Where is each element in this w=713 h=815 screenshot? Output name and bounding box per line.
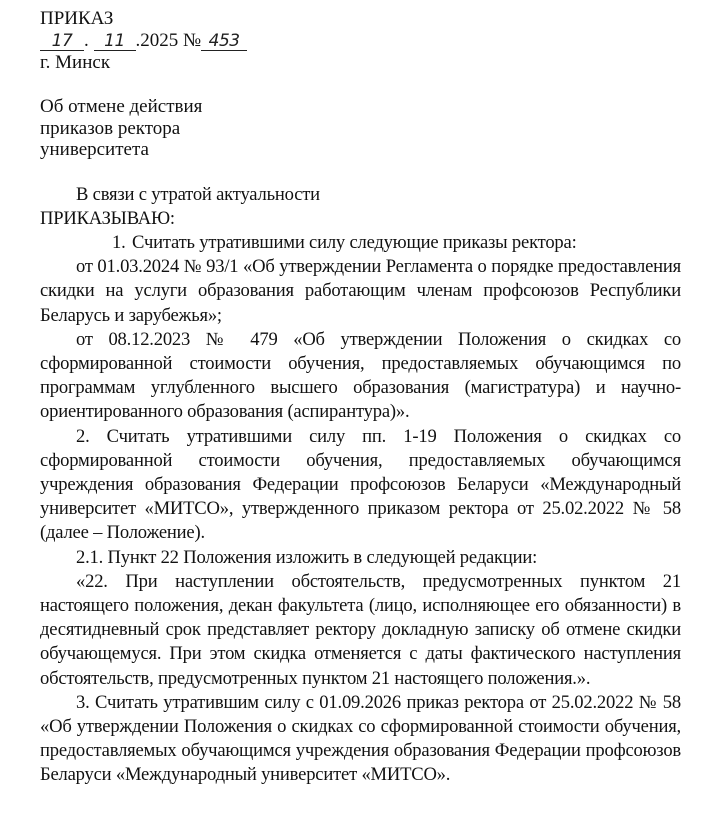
order-word: ПРИКАЗЫВАЮ:	[40, 207, 175, 229]
item-1	[40, 231, 681, 255]
year-value: 2025	[140, 30, 179, 51]
paragraph-item-3: 3. Считать утратившим силу с 01.09.2026 приказ ректора от 25.02.2022 № 58 «Об утверждении Положения о скидках со сформированной стоимости обучения, предоставляемых обучающимся учреждения образования Федерации профсоюзов Беларуси «Международный университет «МИТСО».	[40, 691, 681, 786]
date-separator: .	[84, 30, 89, 51]
title-line: приказов ректора	[40, 117, 181, 139]
paragraph-item-2-1: 2.1. Пункт 22 Положения изложить в следующей редакции:	[76, 546, 538, 568]
document-title	[40, 96, 681, 161]
order-document	[40, 8, 681, 788]
title-line: университета	[40, 139, 149, 160]
city: г. Минск	[40, 52, 111, 73]
document-type: ПРИКАЗ	[40, 8, 114, 29]
document-header	[40, 8, 681, 74]
document-body	[40, 183, 681, 788]
date-day: 17	[40, 32, 84, 51]
date-year: .2025	[135, 30, 179, 51]
title-line: Об отмене действия	[40, 96, 203, 117]
paragraph-order-479: от 08.12.2023 № 479 «Об утверждении Положения о скидках со сформированной стоимости обучения, предоставляемых обучающимся по программам углубленного высшего образования (магистратура) и научно-ориентированного образования (аспирантура)».	[40, 328, 681, 423]
paragraph-order-93-1: от 01.03.2024 № 93/1 «Об утверждении Регламента о порядке предоставления скидки на услуги образования работающим членам профсоюзов Республики Беларусь и зарубежья»;	[40, 256, 681, 326]
item-1-text: Считать утратившими силу следующие приказы ректора:	[132, 231, 577, 253]
item-1-number: 1.	[112, 231, 126, 253]
paragraph-item-2: 2. Считать утратившими силу пп. 1-19 Положения о скидках со сформированной стоимости обучения, предоставляемых обучающимся учреждения образования Федерации профсоюзов Беларуси «Международный университет «МИТСО», утвержденного приказом ректора от 25.02.2022 № 58 (далее – Положение).	[40, 425, 681, 544]
order-number: 453	[201, 32, 247, 51]
number-label: №	[183, 30, 202, 51]
date-number-line	[40, 30, 681, 52]
paragraph-point-22: «22. При наступлении обстоятельств, предусмотренных пунктом 21 настоящего положения, декан факультета (лицо, исполняющее его обязанности) в десятидневный срок представляет ректору докладную записку об отмене скидки обучающемуся. При этом скидка отменяется с даты фактического наступления обстоятельств, предусмотренных пунктом 21 настоящего положения.».	[40, 570, 681, 689]
date-month: 11	[94, 32, 136, 51]
preamble: В связи с утратой актуальности	[76, 183, 320, 205]
